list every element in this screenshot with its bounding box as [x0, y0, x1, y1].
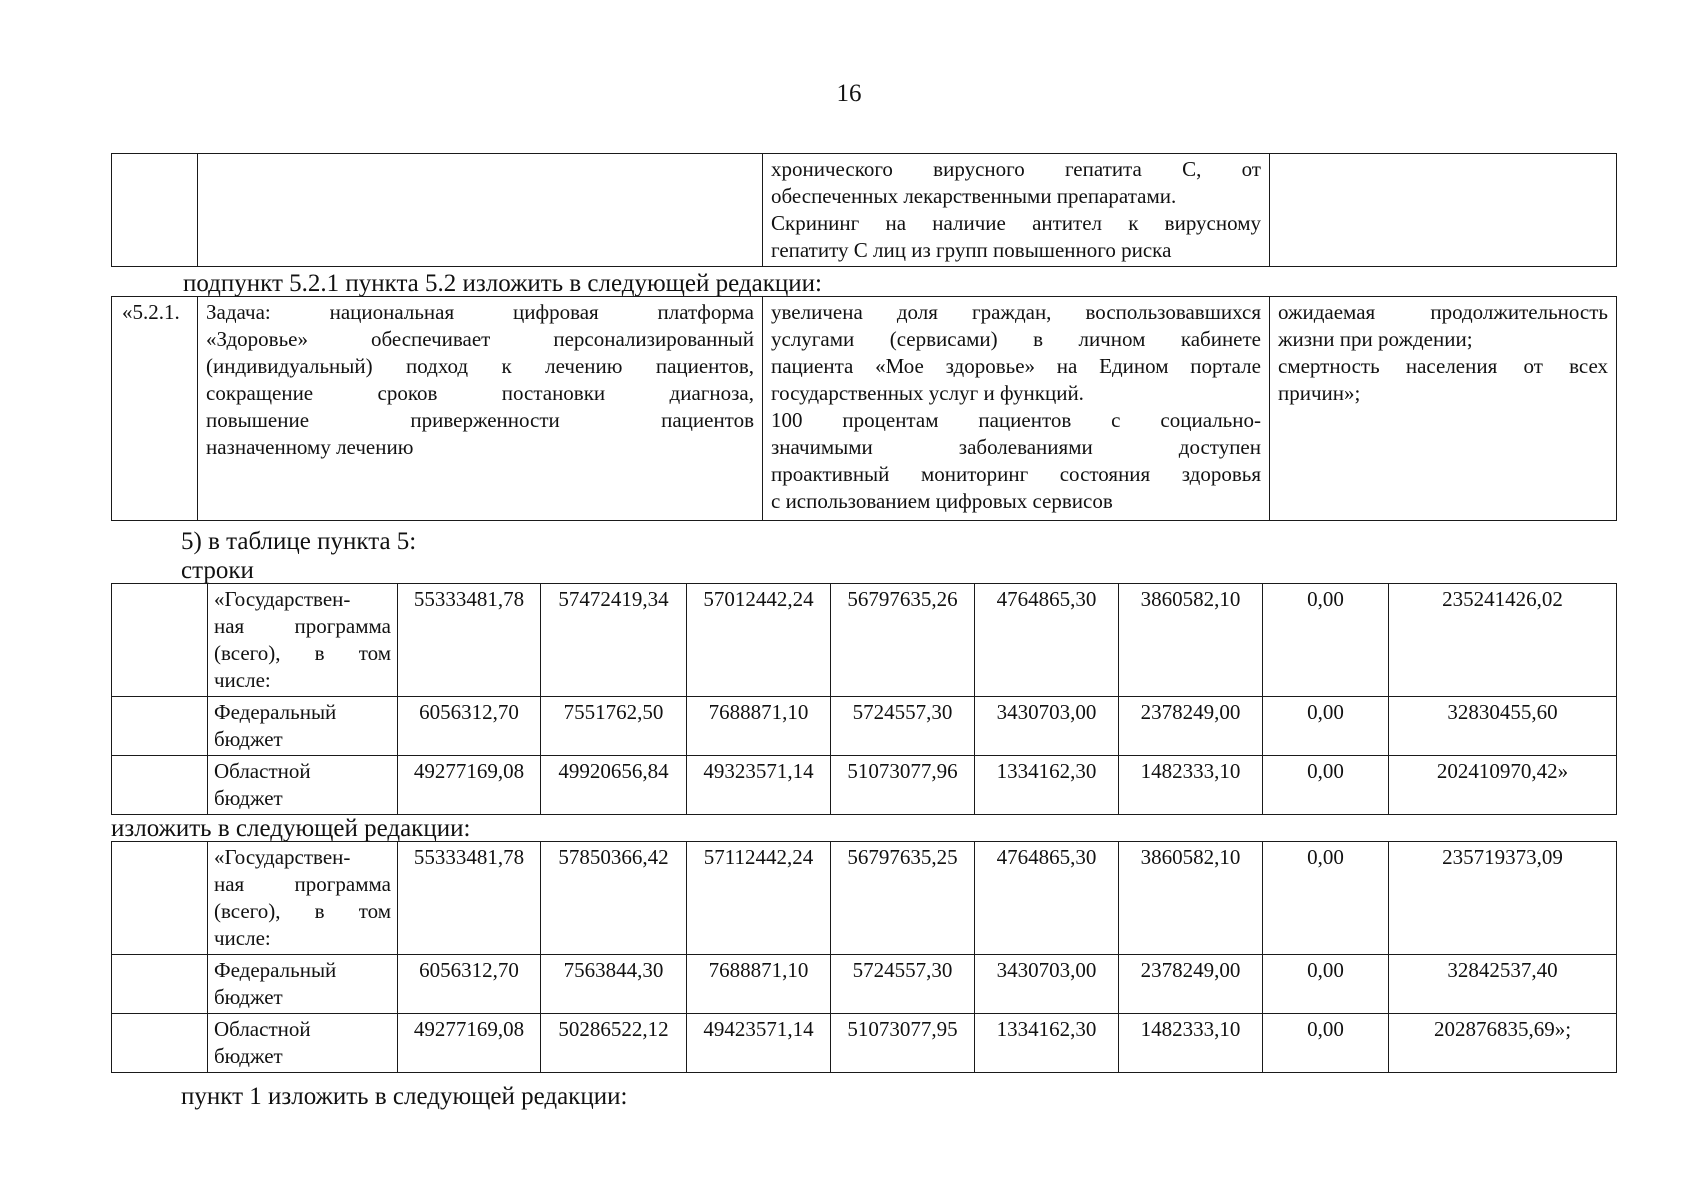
table-row	[112, 697, 1617, 756]
value-cell: 57012442,24	[687, 584, 831, 697]
value-cell: 51073077,95	[831, 1014, 975, 1073]
text-line: услугами (сервисами) в личном кабинете	[771, 327, 1261, 351]
text-line: Областной	[214, 1017, 311, 1041]
text-line: назначенному лечению	[206, 435, 414, 459]
text-line: Областной	[214, 759, 311, 783]
text-line: значимыми заболеваниями доступен	[771, 435, 1261, 459]
value-cell: 56797635,26	[831, 584, 975, 697]
value-cell: 235241426,02	[1389, 584, 1617, 697]
text-line: бюджет	[214, 1044, 283, 1068]
text-line: бюджет	[214, 985, 283, 1009]
text-line: проактивный мониторинг состояния здоровья	[771, 462, 1261, 486]
text-line: с использованием цифровых сервисов	[771, 489, 1113, 513]
screening-text-cell	[763, 154, 1270, 267]
value-cell: 1482333,10	[1119, 756, 1263, 815]
value-cell: 0,00	[1263, 842, 1389, 955]
cell-empty	[112, 955, 208, 1014]
text-line: «Государствен-	[214, 587, 351, 611]
value-cell: 4764865,30	[975, 584, 1119, 697]
paragraph-new-edition: изложить в следующей редакции:	[111, 815, 471, 842]
value-cell: 4764865,30	[975, 842, 1119, 955]
value-cell: 32830455,60	[1389, 697, 1617, 756]
text-line: Скрининг на наличие антител к вирусному	[771, 211, 1261, 235]
text-line: пациента «Мое здоровье» на Едином портале	[771, 354, 1261, 378]
value-cell: 1482333,10	[1119, 1014, 1263, 1073]
cell-empty	[198, 154, 763, 267]
text-line: ожидаемая продолжительность	[1278, 300, 1608, 324]
value-cell: 6056312,70	[398, 697, 541, 756]
task-table	[111, 296, 1617, 521]
cell-empty	[112, 756, 208, 815]
text-line: государственных услуг и функций.	[771, 381, 1084, 405]
text-line: «Государствен-	[214, 845, 351, 869]
continuation-table	[111, 153, 1617, 267]
table-row	[112, 1014, 1617, 1073]
text-line: «Здоровье» обеспечивает персонализированный	[206, 327, 754, 351]
value-cell: 49920656,84	[541, 756, 687, 815]
value-cell: 7688871,10	[687, 955, 831, 1014]
value-cell: 7688871,10	[687, 697, 831, 756]
text-line: (всего), в том	[214, 899, 391, 923]
text-line: Федеральный	[214, 958, 337, 982]
value-cell: 202876835,69»;	[1389, 1014, 1617, 1073]
text-line: увеличена доля граждан, воспользовавшихся	[771, 300, 1261, 324]
value-cell: 7563844,30	[541, 955, 687, 1014]
paragraph-5: 5) в таблице пункта 5:	[181, 528, 417, 555]
text-line: ная программа	[214, 872, 391, 896]
value-cell: 49277169,08	[398, 1014, 541, 1073]
text-line: 100 процентам пациентов с социально-	[771, 408, 1261, 432]
value-cell: 57112442,24	[687, 842, 831, 955]
text-line: хронического вирусного гепатита С, от	[771, 157, 1261, 181]
value-cell: 50286522,12	[541, 1014, 687, 1073]
text-line: причин»;	[1278, 381, 1361, 405]
table-row	[112, 955, 1617, 1014]
cell-empty	[1270, 154, 1617, 267]
task-description-cell	[198, 297, 763, 521]
text-line: бюджет	[214, 727, 283, 751]
text-line: Задача: национальная цифровая платформа	[206, 300, 754, 324]
value-cell: 49323571,14	[687, 756, 831, 815]
cell-empty	[112, 1014, 208, 1073]
value-cell: 2378249,00	[1119, 955, 1263, 1014]
value-cell: 202410970,42»	[1389, 756, 1617, 815]
text-line: числе:	[214, 668, 271, 692]
budget-table-new	[111, 841, 1617, 1073]
row-label	[208, 756, 398, 815]
table-row	[112, 584, 1617, 697]
value-cell: 5724557,30	[831, 955, 975, 1014]
value-cell: 7551762,50	[541, 697, 687, 756]
text-line: повышение приверженности пациентов	[206, 408, 754, 432]
value-cell: 6056312,70	[398, 955, 541, 1014]
text-line: сокращение сроков постановки диагноза,	[206, 381, 754, 405]
text-line: бюджет	[214, 786, 283, 810]
cell-empty	[112, 697, 208, 756]
table-row	[112, 842, 1617, 955]
paragraph-rows: строки	[181, 557, 254, 584]
value-cell: 235719373,09	[1389, 842, 1617, 955]
text-line: жизни при рождении;	[1278, 327, 1473, 351]
table-row	[112, 756, 1617, 815]
text-line: смертность населения от всех	[1278, 354, 1608, 378]
paragraph-item-1: пункт 1 изложить в следующей редакции:	[181, 1083, 628, 1110]
item-number-cell: «5.2.1.	[112, 297, 198, 521]
value-cell: 3430703,00	[975, 955, 1119, 1014]
value-cell: 1334162,30	[975, 756, 1119, 815]
text-line: числе:	[214, 926, 271, 950]
budget-table-old	[111, 583, 1617, 815]
value-cell: 56797635,25	[831, 842, 975, 955]
cell-empty	[112, 842, 208, 955]
row-label	[208, 842, 398, 955]
value-cell: 0,00	[1263, 584, 1389, 697]
value-cell: 57472419,34	[541, 584, 687, 697]
value-cell: 0,00	[1263, 697, 1389, 756]
value-cell: 3860582,10	[1119, 584, 1263, 697]
value-cell: 3430703,00	[975, 697, 1119, 756]
value-cell: 51073077,96	[831, 756, 975, 815]
value-cell: 32842537,40	[1389, 955, 1617, 1014]
value-cell: 0,00	[1263, 1014, 1389, 1073]
result-description-cell	[763, 297, 1270, 521]
value-cell: 55333481,78	[398, 842, 541, 955]
cell-empty	[112, 584, 208, 697]
value-cell: 5724557,30	[831, 697, 975, 756]
value-cell: 57850366,42	[541, 842, 687, 955]
value-cell: 49423571,14	[687, 1014, 831, 1073]
text-line: обеспеченных лекарственными препаратами.	[771, 184, 1177, 208]
row-label	[208, 1014, 398, 1073]
text-line: (всего), в том	[214, 641, 391, 665]
value-cell: 2378249,00	[1119, 697, 1263, 756]
page-number: 16	[836, 80, 862, 107]
value-cell: 0,00	[1263, 756, 1389, 815]
indicator-cell	[1270, 297, 1617, 521]
row-label	[208, 955, 398, 1014]
value-cell: 3860582,10	[1119, 842, 1263, 955]
value-cell: 1334162,30	[975, 1014, 1119, 1073]
text-line: (индивидуальный) подход к лечению пациентов,	[206, 354, 754, 378]
cell-empty	[112, 154, 198, 267]
row-label	[208, 697, 398, 756]
value-cell: 49277169,08	[398, 756, 541, 815]
value-cell: 55333481,78	[398, 584, 541, 697]
text-line: ная программа	[214, 614, 391, 638]
paragraph-5-2-1: подпункт 5.2.1 пункта 5.2 изложить в следующей редакции:	[183, 270, 822, 297]
text-line: гепатиту С лиц из групп повышенного риска	[771, 238, 1172, 262]
text-line: Федеральный	[214, 700, 337, 724]
row-label	[208, 584, 398, 697]
value-cell: 0,00	[1263, 955, 1389, 1014]
